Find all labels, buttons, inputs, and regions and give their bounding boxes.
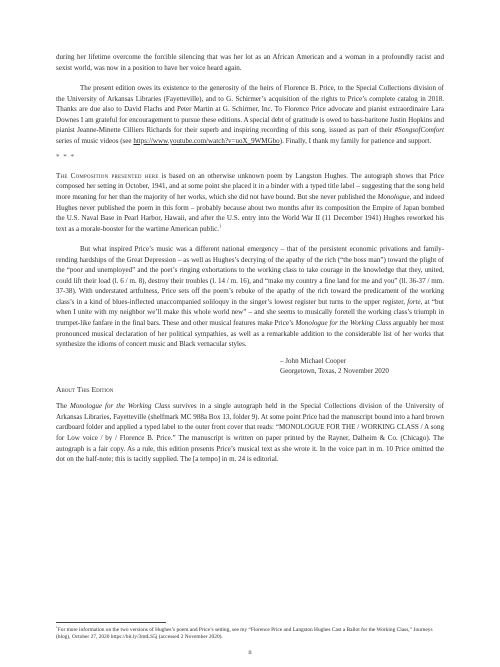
paragraph-acknowledgments: The present edition owes its existence to the generosity of the heirs of Florence B. Price, to the Special Collections division of the University of Arkansas Libraries (Fayetteville), and to G. Schirmer’s acquisition of the rights to Price’s complete catalog in 2018. Thanks are due also to David Flachs and Peter Martin at G. Schirmer, Inc. To Florence Price advocate and pianist extraordinaire Lara Downes I am grateful for encouragement to pursue these editions. A special debt of gratitude is owed to bass-baritone Justin Hopkins and pianist Jeanne-Minette Cilliers Richards for their superb and inspiring recording of this song, issued as part of their #SongsofComfort series of music videos (see https://www.youtube.com/watch?v=uoX_9WMGbo). Finally, I thank my family for patience and support. <box>56 84 444 145</box>
footnote-reference: 1 <box>219 223 222 229</box>
signature-place-date: Georgetown, Texas, 2 November 2020 <box>280 367 389 376</box>
paragraph-inspiration: But what inspired Price’s music was a different national emergency – that of the persistent economic privations and family-rending hardships of the Great Depression – as well as Hughes’s decrying of the apathy of the rich (“the boss man”) toward the plight of the “poor and unemployed” and the poet’s ringing exhortations to the working class to take courage in the knowledge that they, united, could lift their load (l. 6 / m. 8), destroy their troubles (l. 14 / m. 16), and “make my country a fine land for me and you” (ll. 36-37 / mm. 37-38). With understated artfulness, Price sets off the poem’s rebuke of the apathy of the rich toward the predicament of the working class’s in a kind of blues-inflected unaccompanied soliloquy in the singer’s lowest register but turns to the upper register, forte, at “but when I unite with my neighbor we’ll make this whole world new” – and she seems to musically foretell the working class’s triumph in trumpet-like fanfare in the final bars. These and other musical features make Price’s Monologue for the Working Class arguably her most pronounced musical declaration of her political sympathies, as well as a remarkable addition to the considerable list of her works that synthesize the idioms of concert music and Black vernacular styles. <box>56 245 445 349</box>
paragraph-continuation: during her lifetime overcome the forcible silencing that was her lot as an African American and a woman in a profoundly racist and sexist world, was now in a position to have her voice heard again. <box>56 53 444 72</box>
youtube-link[interactable]: https://www.youtube.com/watch?v=uoX_9WMGbo <box>133 136 280 145</box>
page-number: ii <box>248 649 252 656</box>
signature <box>280 356 444 377</box>
footnote: $^1$For more information on the two versions of Hughes’s poem and Price’s setting, see my “Florence Price and Langston Hughes Cast a Ballot for the Working Class,” Journeys (blog), October 27, 2020 https://bit.ly/3mtLS5j (accessed 2 November 2020). <box>56 625 433 641</box>
section-separator: * * * <box>56 153 75 162</box>
body-text <box>56 52 444 465</box>
footnote-divider <box>56 622 166 623</box>
signature-name: – John Michael Cooper <box>280 356 346 365</box>
paragraph-edition: The Monologue for the Working Class survives in a single autograph held in the Special Collections division of the University of Arkansas Libraries, Fayetteville (shelfmark MC 988a Box 13, folder 9). At some point Price had the manuscript bound into a hard brown cardboard folder and applied a typed label to the outer front cover that reads: “MONOLOGUE FOR THE / WORKING CLASS / A song for Low voice / by / Florence B. Price.” The manuscript is written on paper printed by the Rayner, Dalheim & Co. (Chicago). The autograph is a fair copy. As a rule, this edition presents Price’s musical text as she wrote it. In the voice part in m. 10 Price omitted the dot on the half-note; this is tacitly supplied. The [a tempo] in m. 24 is editorial. <box>56 402 445 464</box>
section-heading: About This Edition <box>56 384 114 394</box>
paragraph-composition: The Composition presented here is based on an otherwise unknown poem by Langston Hughes. The autograph shows that Price composed her setting in October, 1941, and at some point she placed it in a binder with a typed title label – suggesting that the song held more meaning for her than the majority of her works, which she did not have bound. But she never published the Monologue, and indeed Hughes never published the poem in this form – probably because about two months after its composition the Empire of Japan bombed the U.S. Naval Base in Pearl Harbor, Hawaii, and after the U.S. entry into the World War II (11 December 1941) Hughes reworked his text as a morale-booster for the wartime American public.$^1$ <box>56 171 444 233</box>
